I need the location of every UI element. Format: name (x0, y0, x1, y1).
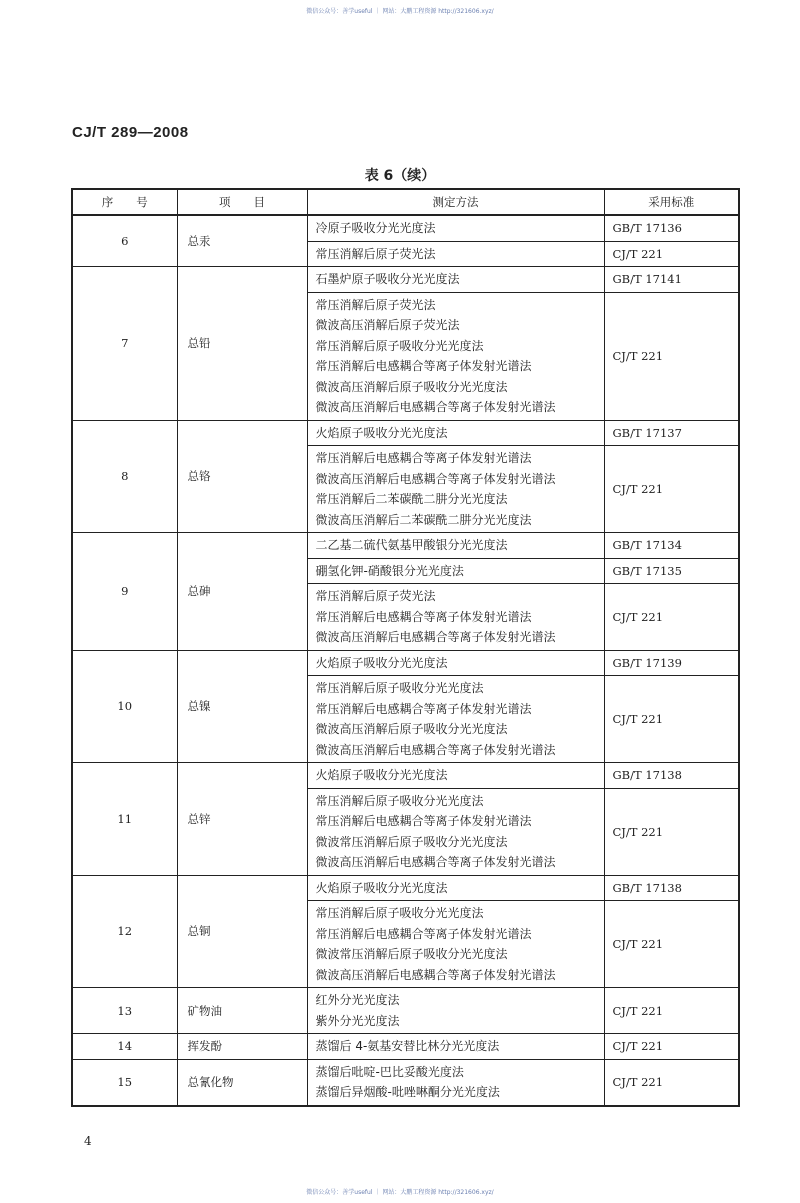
standard-cell: GB/T 17141 (604, 267, 739, 293)
row-number: 14 (72, 1034, 177, 1060)
item-name: 总氰化物 (177, 1059, 307, 1106)
method-line: 常压消解后电感耦合等离子体发射光谱法 (315, 609, 532, 624)
standard-cell: GB/T 17134 (604, 533, 739, 559)
item-name: 总铜 (177, 875, 307, 988)
method-line: 微波高压消解后原子吸收分光光度法 (315, 722, 508, 736)
method-line: 蒸馏后吡啶-巴比妥酸光度法 (315, 1064, 464, 1079)
method-line: 紫外分光光度法 (315, 1013, 400, 1028)
method-cell (307, 292, 604, 420)
standard-cell: CJ/T 221 (604, 292, 739, 420)
method-line: 微波常压消解后原子吸收分光光度法 (315, 947, 508, 961)
item-name: 总铅 (177, 267, 307, 421)
method-cell (307, 676, 604, 763)
standard-cell: CJ/T 221 (604, 988, 739, 1034)
header-item: 项 目 (177, 189, 307, 215)
watermark-top: 微信公众号：善学useful ｜ 网站：大鹏工程资源 http://321606.xyz/ (306, 8, 494, 15)
method-cell (307, 446, 604, 533)
method-line: 二乙基二硫代氨基甲酸银分光光度法 (315, 538, 508, 552)
item-name: 总汞 (177, 215, 307, 267)
table-title: 表 6（续） (364, 168, 436, 184)
method-cell (307, 267, 604, 293)
row-number: 6 (72, 215, 177, 267)
method-line: 微波高压消解后原子荧光法 (315, 318, 460, 332)
method-cell (307, 988, 604, 1034)
row-number: 8 (72, 420, 177, 533)
header-method: 测定方法 (307, 189, 604, 215)
method-line: 蒸馏后异烟酸-吡唑啉酮分光光度法 (315, 1085, 500, 1099)
method-line: 微波高压消解后电感耦合等离子体发射光谱法 (315, 400, 556, 414)
method-cell (307, 215, 604, 241)
method-line: 蒸馏后 4-氨基安替比林分光光度法 (315, 1039, 500, 1053)
table-row (72, 650, 739, 676)
item-name: 总锌 (177, 763, 307, 876)
standard-cell: CJ/T 221 (604, 788, 739, 875)
method-line: 常压消解后电感耦合等离子体发射光谱法 (315, 701, 532, 716)
row-number: 11 (72, 763, 177, 876)
item-name: 总砷 (177, 533, 307, 651)
method-cell (307, 241, 604, 267)
row-number: 12 (72, 875, 177, 988)
standard-cell: CJ/T 221 (604, 584, 739, 651)
method-cell (307, 533, 604, 559)
standard-cell: CJ/T 221 (604, 241, 739, 267)
method-cell (307, 763, 604, 789)
watermark-bottom: 微信公众号：善学useful ｜ 网站：大鹏工程资源 http://321606.xyz/ (306, 1189, 494, 1196)
table-row (72, 1034, 739, 1060)
standard-cell: GB/T 17139 (604, 650, 739, 676)
table-row (72, 420, 739, 446)
method-line: 硼氢化钾-硝酸银分光光度法 (315, 563, 464, 578)
method-line: 常压消解后电感耦合等离子体发射光谱法 (315, 926, 532, 941)
method-line: 常压消解后原子荧光法 (315, 246, 436, 261)
method-line: 常压消解后二苯碳酰二肼分光光度法 (315, 492, 508, 506)
standard-cell: CJ/T 221 (604, 1059, 739, 1106)
table-row (72, 215, 739, 241)
standard-cell: GB/T 17135 (604, 558, 739, 584)
method-line: 常压消解后电感耦合等离子体发射光谱法 (315, 451, 532, 465)
item-name: 总镍 (177, 650, 307, 763)
method-line: 常压消解后原子吸收分光光度法 (315, 681, 484, 695)
method-line: 常压消解后原子吸收分光光度法 (315, 338, 484, 353)
method-line: 微波高压消解后电感耦合等离子体发射光谱法 (315, 855, 556, 869)
method-line: 常压消解后电感耦合等离子体发射光谱法 (315, 359, 532, 373)
table-row (72, 1059, 739, 1106)
method-line: 微波高压消解后电感耦合等离子体发射光谱法 (315, 742, 556, 757)
method-line: 常压消解后原子吸收分光光度法 (315, 906, 484, 920)
method-line: 微波高压消解后原子吸收分光光度法 (315, 379, 508, 394)
standard-cell: GB/T 17136 (604, 215, 739, 241)
method-cell (307, 584, 604, 651)
standard-cell: CJ/T 221 (604, 1034, 739, 1060)
method-line: 常压消解后原子荧光法 (315, 297, 436, 312)
method-cell (307, 901, 604, 988)
method-table (71, 188, 740, 1107)
item-name: 矿物油 (177, 988, 307, 1034)
standard-cell: GB/T 17138 (604, 763, 739, 789)
item-name: 挥发酚 (177, 1034, 307, 1060)
method-line: 火焰原子吸收分光光度法 (315, 880, 448, 895)
table-row (72, 763, 739, 789)
method-cell (307, 788, 604, 875)
header-seq: 序 号 (72, 189, 177, 215)
document-code: CJ/T 289—2008 (72, 124, 189, 141)
row-number: 10 (72, 650, 177, 763)
method-line: 石墨炉原子吸收分光光度法 (315, 272, 460, 286)
table-row (72, 533, 739, 559)
method-line: 微波高压消解后电感耦合等离子体发射光谱法 (315, 630, 556, 644)
method-cell (307, 650, 604, 676)
standard-cell: CJ/T 221 (604, 901, 739, 988)
table-row (72, 988, 739, 1034)
table-row (72, 875, 739, 901)
method-cell (307, 420, 604, 446)
method-line: 冷原子吸收分光光度法 (315, 221, 436, 235)
header-standard: 采用标准 (604, 189, 739, 215)
row-number: 15 (72, 1059, 177, 1106)
method-line: 微波常压消解后原子吸收分光光度法 (315, 834, 508, 849)
table-row (72, 267, 739, 293)
item-name: 总铬 (177, 420, 307, 533)
method-line: 微波高压消解后二苯碳酰二肼分光光度法 (315, 512, 532, 527)
table-header-row (72, 189, 739, 215)
row-number: 13 (72, 988, 177, 1034)
method-line: 火焰原子吸收分光光度法 (315, 768, 448, 782)
standard-cell: GB/T 17137 (604, 420, 739, 446)
method-line: 微波高压消解后电感耦合等离子体发射光谱法 (315, 471, 556, 486)
row-number: 9 (72, 533, 177, 651)
method-line: 常压消解后原子荧光法 (315, 589, 436, 603)
method-line: 火焰原子吸收分光光度法 (315, 655, 448, 670)
standard-cell: CJ/T 221 (604, 446, 739, 533)
method-cell (307, 875, 604, 901)
method-line: 常压消解后原子吸收分光光度法 (315, 793, 484, 808)
method-line: 微波高压消解后电感耦合等离子体发射光谱法 (315, 967, 556, 982)
method-cell (307, 558, 604, 584)
method-cell (307, 1059, 604, 1106)
standard-cell: GB/T 17138 (604, 875, 739, 901)
table-body (72, 215, 739, 1106)
standard-cell: CJ/T 221 (604, 676, 739, 763)
method-line: 常压消解后电感耦合等离子体发射光谱法 (315, 814, 532, 828)
page-number: 4 (84, 1134, 92, 1148)
method-line: 红外分光光度法 (315, 993, 400, 1007)
method-line: 火焰原子吸收分光光度法 (315, 425, 448, 440)
method-cell (307, 1034, 604, 1060)
row-number: 7 (72, 267, 177, 421)
